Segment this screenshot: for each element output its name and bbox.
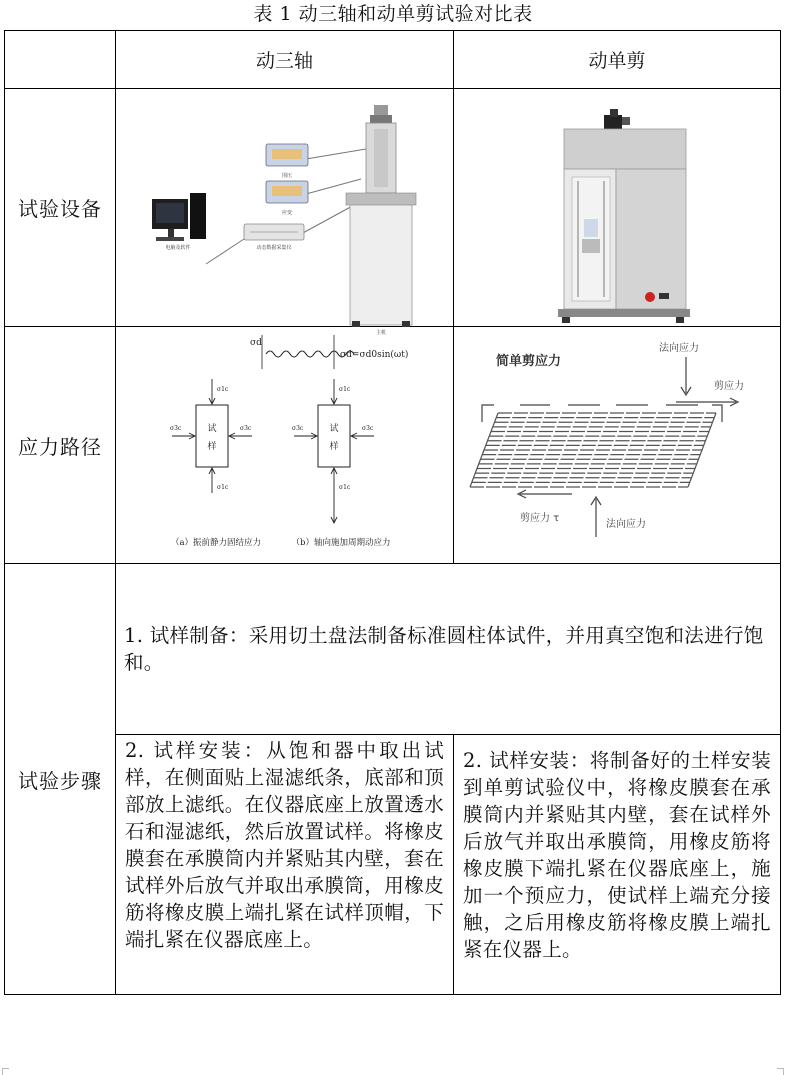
- simple-shear-title: 简单剪应力: [496, 354, 562, 369]
- simple-shear-equipment-cell: [454, 89, 781, 327]
- svg-text:σ3c: σ3c: [292, 425, 304, 432]
- triaxial-equipment-image: [116, 89, 453, 336]
- simple-shear-stress-diagram: [454, 327, 780, 559]
- strain-sensor: [266, 181, 308, 216]
- svg-text:试: 试: [329, 424, 339, 434]
- svg-text:试: 试: [207, 424, 217, 434]
- shear-stress-top-label: 剪应力: [714, 381, 744, 392]
- svg-text:电脑及软件: 电脑及软件: [165, 245, 191, 251]
- caption-a: （a）振前静力固结应力: [170, 538, 262, 548]
- simple-shear-equipment-image: [454, 89, 780, 322]
- step1-cell: [116, 564, 781, 735]
- svg-text:σ1c: σ1c: [217, 484, 229, 491]
- stress-path-row: [5, 327, 781, 564]
- step1-text: 1. 试样制备：采用切土盘法制备标准圆柱体试件，并用真空饱和法进行饱和。: [124, 624, 764, 674]
- page-corner-mark-right: [777, 1068, 784, 1075]
- row-label-equipment: 试验设备: [5, 89, 116, 327]
- svg-text:动态数据采集仪: 动态数据采集仪: [256, 245, 292, 251]
- header-empty-cell: [5, 31, 116, 89]
- header-dynamic-triaxial: 动三轴: [116, 31, 454, 89]
- svg-text:样: 样: [207, 442, 217, 452]
- caption-b: （b）轴向施加周期动应力: [291, 538, 391, 548]
- header-dynamic-simple-shear: 动单剪: [454, 31, 781, 89]
- steps-row-2: [5, 735, 781, 995]
- dynamic-stress-formula: σd=σd0sin(ωt): [340, 350, 409, 360]
- row-label-stress-path: 应力路径: [5, 327, 116, 564]
- page-corner-mark-left: [2, 1068, 9, 1075]
- svg-text:σ3c: σ3c: [170, 425, 182, 432]
- sheared-soil-layers: [470, 413, 716, 487]
- equipment-row: [5, 89, 781, 327]
- normal-stress-top-label: 法向应力: [659, 343, 699, 354]
- sample-a: [170, 379, 252, 493]
- svg-text:样: 样: [329, 442, 339, 452]
- svg-text:主机: 主机: [375, 330, 387, 336]
- svg-text:应变: 应变: [281, 210, 293, 216]
- svg-text:σ3c: σ3c: [362, 425, 374, 432]
- svg-text:σ3c: σ3c: [240, 425, 252, 432]
- simple-shear-stress-cell: [454, 327, 781, 564]
- data-acquisition-unit: [244, 224, 304, 251]
- svg-text:围压: 围压: [281, 173, 293, 179]
- row-label-test-steps: 试验步骤: [5, 564, 116, 995]
- step2-shear-text: 2. 试样安装：将制备好的土样安装到单剪试验仪中，将橡皮膜套在承膜筒内并紧贴其内壁，套在试样外后放气并取出承膜筒，用橡皮筋将橡皮膜下端扎紧在仪器底座上，施加一个预应力，使试样上端充分接触，之后用橡皮筋将橡皮膜上端扎紧在仪器上。: [463, 749, 771, 961]
- step2-triaxial-text: 2. 试样安装：从饱和器中取出试样，在侧面贴上湿滤纸条，底部和顶部放上滤纸。在仪器底座上放置透水石和湿滤纸，然后放置试样。将橡皮膜套在承膜筒内并紧贴其内壁，套在试样外后放气并取出承膜筒，用橡皮筋将橡皮膜上端扎紧在试样顶帽，下端扎紧在仪器底座上。: [125, 739, 444, 951]
- triaxial-stress-diagram: [116, 327, 453, 559]
- step2-shear-cell: [454, 735, 781, 995]
- computer-image: [152, 193, 206, 251]
- header-row: [5, 31, 781, 89]
- sample-b: [292, 379, 374, 523]
- steps-row-1: [5, 564, 781, 735]
- table-caption: 表 1 动三轴和动单剪试验对比表: [253, 3, 533, 25]
- step2-triaxial-cell: [116, 735, 454, 995]
- confining-pressure-sensor: [266, 144, 308, 179]
- svg-text:σ1c: σ1c: [217, 386, 229, 393]
- triaxial-stress-cell: [116, 327, 454, 564]
- normal-stress-bottom-label: 法向应力: [606, 519, 646, 530]
- svg-text:σ1c: σ1c: [339, 386, 351, 393]
- comparison-table: [4, 30, 781, 995]
- sigma-d-label: σd: [250, 338, 262, 348]
- svg-text:σ1c: σ1c: [339, 484, 351, 491]
- triaxial-equipment-cell: [116, 89, 454, 336]
- triaxial-main-unit: [346, 105, 416, 336]
- shear-stress-bottom-label: 剪应力 τ: [520, 513, 560, 524]
